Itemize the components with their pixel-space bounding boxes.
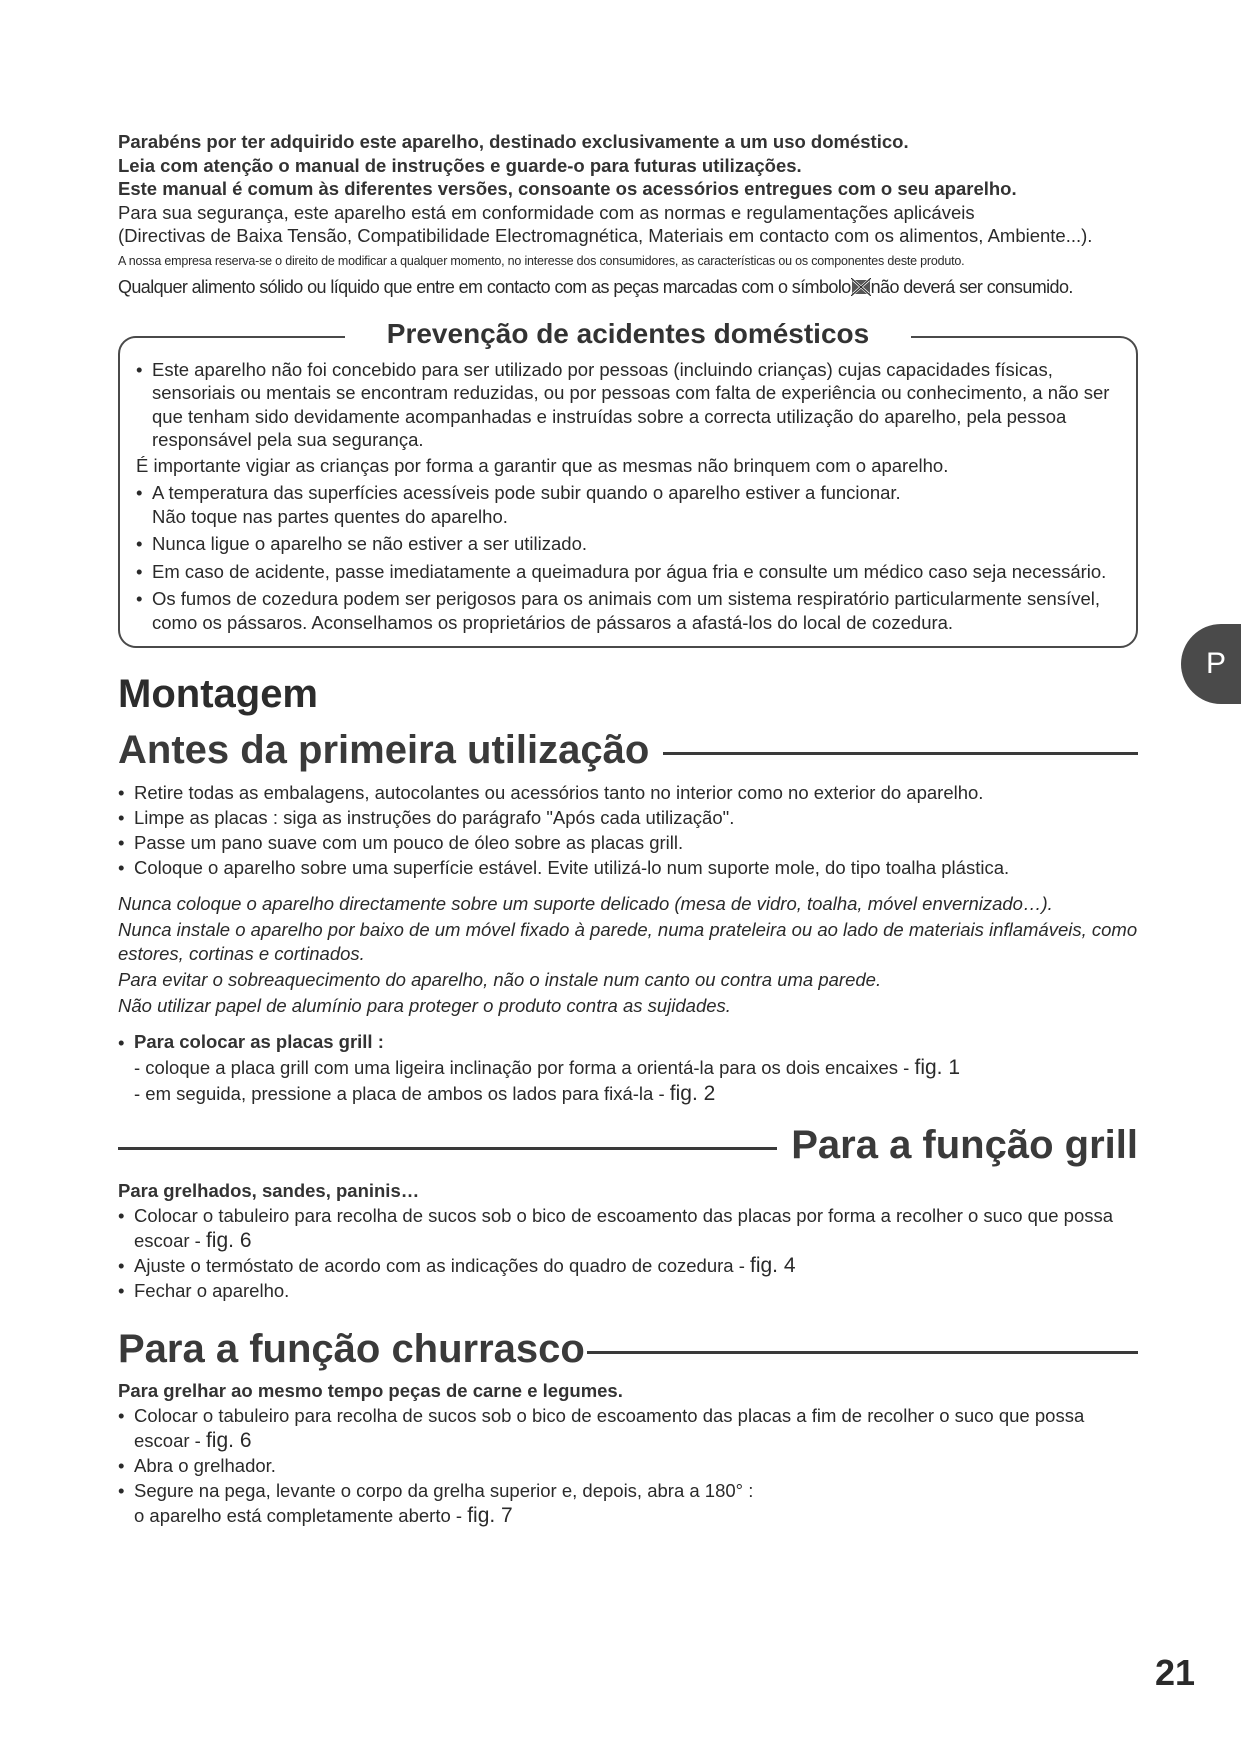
prevention-item-1b [136,454,1126,478]
list-item [118,1278,1138,1303]
churrasco-item-3b: o aparelho está completamente aberto - [134,1505,463,1526]
intro-congrats: Parabéns por ter adquirido este aparelho, destinado exclusivamente a um uso doméstico. [118,131,909,152]
prevention-item-5 [136,587,1126,634]
churrasco-heading: Para a função churrasco [118,1327,585,1371]
churrasco-heading-row [118,1325,1138,1373]
grill-item-3: Fechar o aparelho. [134,1280,290,1301]
plates-head-row [118,1030,1138,1055]
first-use-heading-row [118,726,1138,774]
list-item [118,805,1138,830]
plates-head: Para colocar as placas grill : [134,1031,384,1052]
first-use-warnings [118,892,1138,1018]
fig-ref: fig. 1 [914,1056,961,1079]
churrasco-item-1: Colocar o tabuleiro para recolha de sucos sob o bico de escoamento das placas a fim de recolher o suco que possa escoar - [134,1405,1085,1451]
bullet: • [118,1205,125,1226]
prevention-item-1-text: Este aparelho não foi concebido para ser utilizado por pessoas (incluindo crianças) cujas capacidades físicas, sensoriais ou mentais se encontram reduzidas, ou por pessoas com falta de experiência ou conhecimento, a não ser que tenham sido devidamente acompanhadas e instruídas sobre a correcta utilização do aparelho, pela pessoa responsável pela sua segurança. [152,358,1110,450]
intro-safety: Para sua segurança, este aparelho está em conformidade com as normas e regulamentações aplicáveis [118,201,975,223]
page-number: 21 [1154,1652,1195,1693]
grill-item-1: Colocar o tabuleiro para recolha de sucos sob o bico de escoamento das placas por forma a recolher o suco que possa escoar - [134,1205,1114,1251]
bullet: • [118,1405,125,1426]
list-item [118,1253,1138,1278]
prevention-box [118,317,1138,649]
list-item [118,855,1138,880]
list-item [118,1403,1138,1453]
intro-food-warning [118,274,1138,300]
first-use-list [118,780,1138,880]
fig-ref: fig. 7 [467,1504,513,1527]
bullet: • [136,560,143,582]
churrasco-subheading: Para grelhar ao mesmo tempo peças de carne e legumes. [118,1380,623,1401]
bullet: • [118,832,125,853]
grill-heading: Para a função grill [791,1123,1138,1167]
warning-4: Não utilizar papel de alumínio para proteger o produto contra as sujidades. [118,995,731,1016]
fig-ref: fig. 2 [669,1082,716,1105]
heading-rule [663,752,1138,755]
plates-section [118,1030,1138,1107]
first-use-item-1: Retire todas as embalagens, autocolantes ou acessórios tanto no interior como no exterior do aparelho. [134,782,984,803]
bullet: • [136,533,143,554]
first-use-item-4: Coloque o aparelho sobre uma superfície estável. Evite utilizá-lo num suporte mole, do tipo toalha plástica. [134,857,1010,878]
first-use-heading: Antes da primeira utilização [118,728,650,772]
bullet: • [136,358,143,380]
grill-item-2: Ajuste o termóstato de acordo com as indicações do quadro de cozedura - [134,1255,745,1276]
intro-common-manual: Este manual é comum às diferentes versões, consoante os acessórios entregues com o seu aparelho. [118,178,1017,199]
list-item [118,830,1138,855]
intro-disclaimer: A nossa empresa reserva-se o direito de modificar a qualquer momento, no interesse dos consumidores, as características ou os componentes deste produto. [118,253,965,268]
grill-subheading: Para grelhados, sandes, paninis… [118,1180,420,1201]
bullet: • [118,1480,125,1501]
intro-read-manual: Leia com atenção o manual de instruções e guarde-o para futuras utilizações. [118,154,802,176]
grill-heading-row [118,1121,1138,1169]
prevention-item-3-text: Nunca ligue o aparelho se não estiver a ser utilizado. [152,533,588,554]
fig-ref: fig. 6 [205,1429,252,1452]
crossed-grill-icon [851,278,871,296]
prevention-item-4 [136,560,1126,584]
churrasco-item-2: Abra o grelhador. [134,1455,276,1476]
intro-section [118,130,1138,300]
list-item [118,1453,1138,1478]
first-use-item-3: Passe um pano suave com um pouco de óleo sobre as placas grill. [134,832,684,853]
plates-step-1: - coloque a placa grill com uma ligeira inclinação por forma a orientá-la para os dois encaixes - fig. 1 [134,1056,961,1079]
bullet: • [136,482,143,503]
bullet: • [118,857,125,878]
bullet: • [118,807,125,828]
prevention-item-2a: A temperatura das superfícies acessíveis pode subir quando o aparelho estiver a funcionar. [152,482,901,503]
prevention-item-2 [136,481,1126,528]
prevention-item-2b: Não toque nas partes quentes do aparelho. [152,505,508,527]
fig-ref: fig. 6 [205,1229,252,1252]
bullet: • [118,1455,125,1476]
food-warning-before: Qualquer alimento sólido ou líquido que entre em contacto com as peças marcadas com o símbolo [118,276,851,297]
bullet: • [118,1255,125,1276]
prevention-item-5-text: Os fumos de cozedura podem ser perigosos para os animais com um sistema respiratório particularmente sensível, como os pássaros. Aconselhamos os proprietários de pássaros a afastá-los do local de cozedura. [152,588,1101,633]
montagem-heading: Montagem [118,672,318,716]
bullet: • [118,1032,125,1053]
heading-rule [587,1351,1138,1354]
bullet: • [118,782,125,803]
grill-section [118,1179,1138,1303]
prevention-title-wrap [120,318,1136,350]
intro-directives: (Directivas de Baixa Tensão, Compatibilidade Electromagnética, Materiais em contacto com os alimentos, Ambiente...). [118,225,1093,246]
language-tab: P [1181,624,1241,704]
first-use-item-2: Limpe as placas : siga as instruções do parágrafo "Após cada utilização". [134,807,735,828]
warning-1: Nunca coloque o aparelho directamente sobre um suporte delicado (mesa de vidro, toalha, móvel envernizado…). [118,893,1053,914]
warning-3: Para evitar o sobreaquecimento do aparelho, não o instale num canto ou contra uma parede. [118,969,882,990]
list-item [118,780,1138,805]
prevention-item-1b-text: É importante vigiar as crianças por forma a garantir que as mesmas não brinquem com o aparelho. [136,454,949,476]
plates-step-2: - em seguida, pressione a placa de ambos os lados para fixá-la - fig. 2 [134,1082,716,1105]
bullet: • [118,1280,125,1301]
fig-ref: fig. 4 [750,1254,796,1277]
page-content [118,130,1138,1528]
prevention-item-1 [136,358,1126,452]
prevention-title: Prevenção de acidentes domésticos [345,318,911,349]
warning-2: Nunca instale o aparelho por baixo de um móvel fixado à parede, numa prateleira ou ao lado de materiais inflamáveis, como estores, cortinas e cortinados. [118,919,1138,964]
food-warning-after: não deverá ser consumido. [870,276,1073,297]
churrasco-section [118,1379,1138,1528]
bullet: • [136,588,143,609]
churrasco-item-3a: Segure na pega, levante o corpo da grelha superior e, depois, abra a 180° : [134,1480,754,1501]
prevention-item-3 [136,532,1126,556]
list-item [118,1478,1138,1528]
heading-rule [118,1147,777,1150]
prevention-item-4-text: Em caso de acidente, passe imediatamente a queimadura por água fria e consulte um médico caso seja necessário. [152,560,1107,582]
list-item [118,1203,1138,1253]
